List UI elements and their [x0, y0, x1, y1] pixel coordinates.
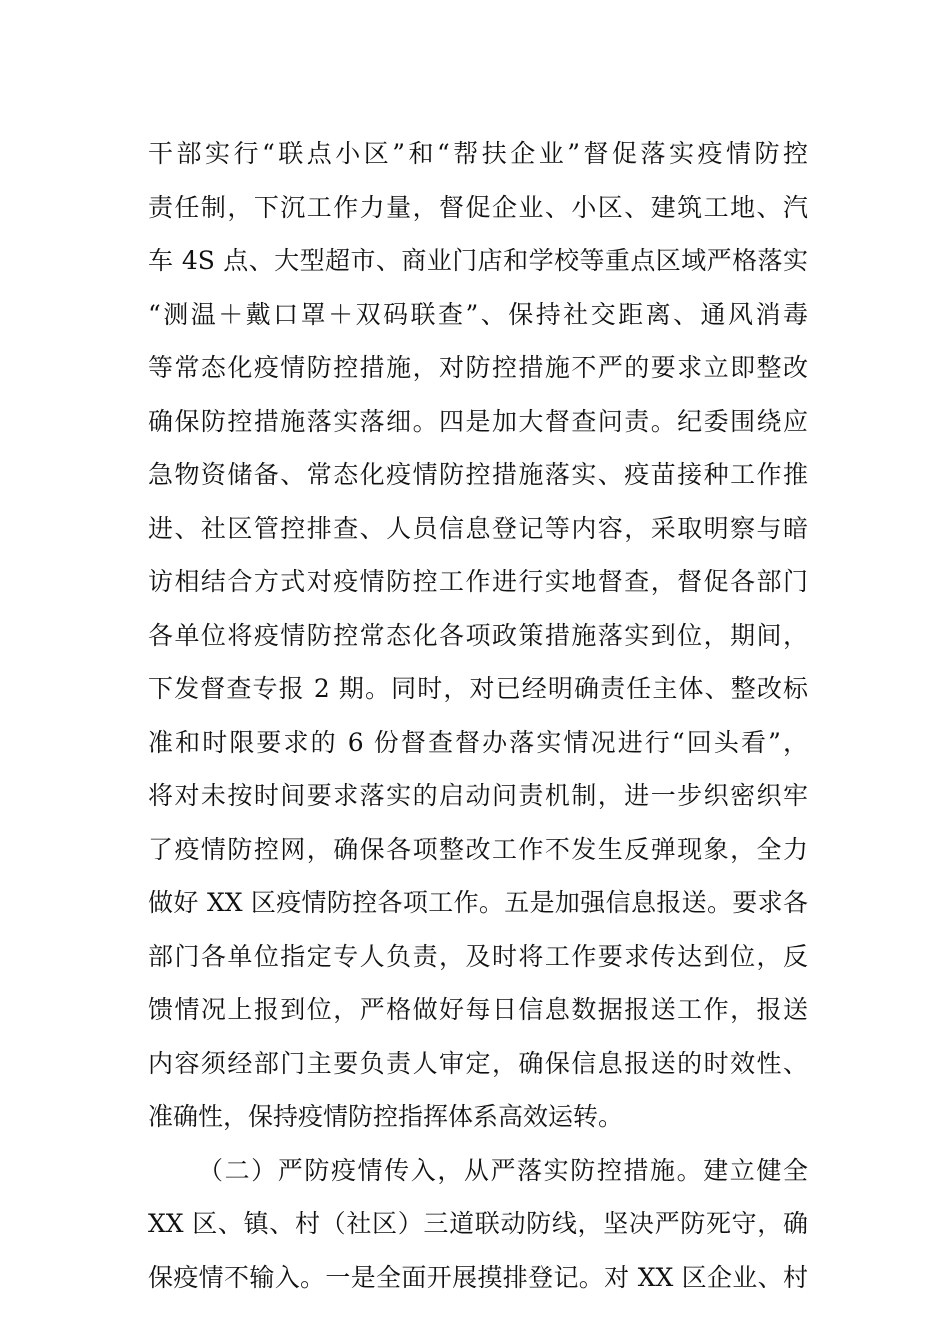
- text-line: 下发督查专报 2 期。同时，对已经明确责任主体、整改标: [148, 674, 808, 703]
- text-line: 准和时限要求的 6 份督查督办落实情况进行“回头看”，: [148, 727, 808, 757]
- text-line: 内容须经部门主要负责人审定，确保信息报送的时效性、: [148, 1048, 808, 1078]
- text-line: “测温＋戴口罩＋双码联查”、保持社交距离、通风消毒: [148, 299, 808, 329]
- text-line: XX 区、镇、村（社区）三道联动防线，坚决严防死守，确: [148, 1209, 808, 1238]
- text-line: 车 4S 点、大型超市、商业门店和学校等重点区域严格落实: [148, 246, 808, 275]
- text-line: 确保防控措施落实落细。四是加大督查问责。纪委围绕应: [148, 406, 808, 436]
- text-line: 部门各单位指定专人负责，及时将工作要求传达到位，反: [148, 941, 808, 971]
- document-body: [148, 127, 808, 1304]
- text-line: 了疫情防控网，确保各项整改工作不发生反弹现象，全力: [148, 834, 808, 864]
- section-heading-line: （二）严防疫情传入，从严落实防控措施。建立健全: [198, 1155, 808, 1185]
- text-line: 将对未按时间要求落实的启动问责机制，进一步织密织牢: [148, 781, 808, 810]
- text-line: 做好 XX 区疫情防控各项工作。五是加强信息报送。要求各: [148, 888, 808, 917]
- text-line: 保疫情不输入。一是全面开展摸排登记。对 XX 区企业、村: [148, 1262, 808, 1292]
- text-line: 干部实行“联点小区”和“帮扶企业”督促落实疫情防控: [148, 139, 808, 168]
- text-line: 各单位将疫情防控常态化各项政策措施落实到位，期间，: [148, 620, 808, 650]
- text-line: 访相结合方式对疫情防控工作进行实地督查，督促各部门: [148, 567, 808, 596]
- text-line: 进、社区管控排查、人员信息登记等内容，采取明察与暗: [148, 513, 808, 543]
- text-line: 准确性，保持疫情防控指挥体系高效运转。: [148, 1102, 624, 1131]
- text-line: 急物资储备、常态化疫情防控措施落实、疫苗接种工作推: [148, 460, 808, 489]
- text-line: 等常态化疫情防控措施，对防控措施不严的要求立即整改: [148, 353, 808, 382]
- text-line: 馈情况上报到位，严格做好每日信息数据报送工作，报送: [148, 995, 808, 1024]
- text-line: 责任制，下沉工作力量，督促企业、小区、建筑工地、汽: [148, 192, 808, 222]
